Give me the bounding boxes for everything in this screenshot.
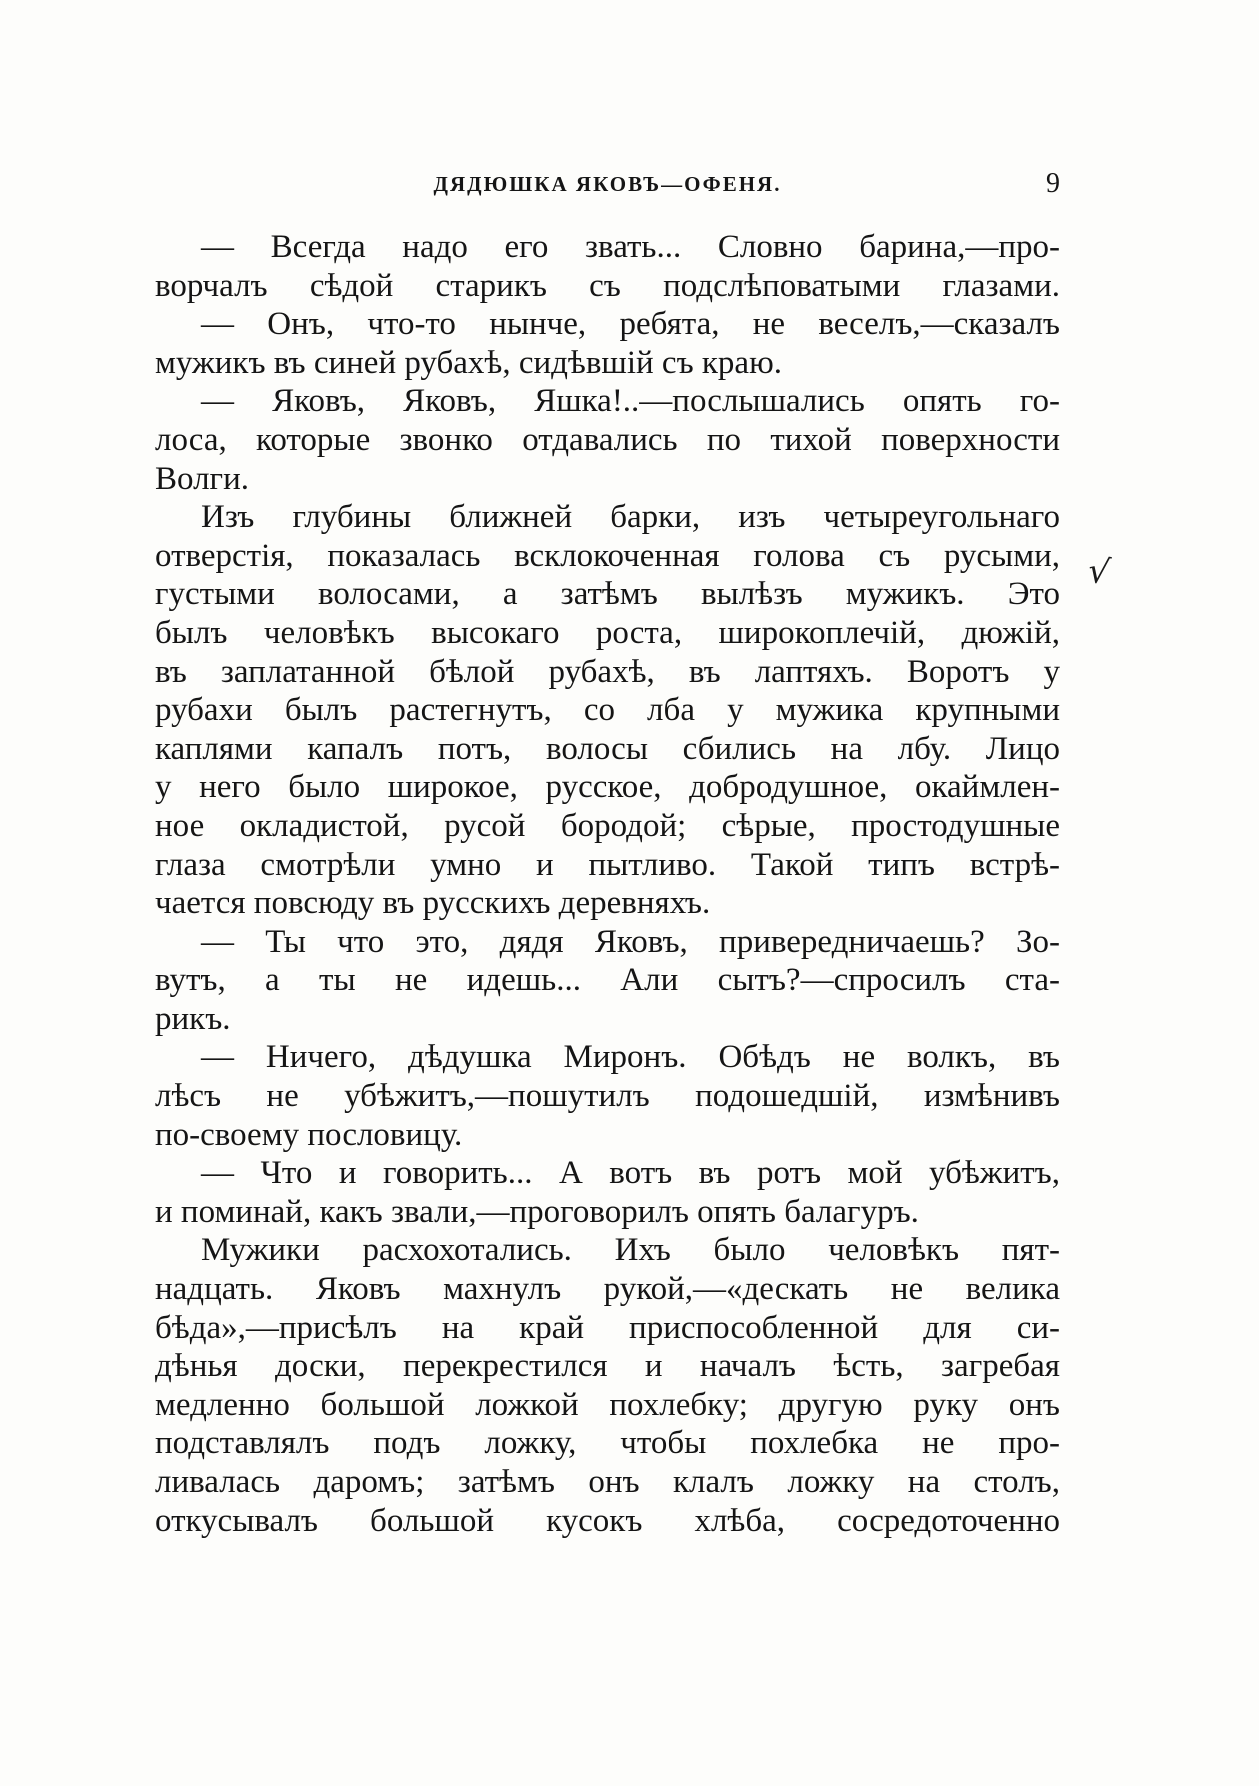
margin-checkmark: √ (1085, 550, 1113, 594)
text-line: ливалась даромъ; затѣмъ онъ клалъ ложку на столъ, (155, 1464, 1060, 1500)
text-line: въ заплатанной бѣлой рубахѣ, въ лаптяхъ. Воротъ у (155, 653, 1060, 690)
text-line: ное окладистой, русой бородой; сѣрые, простодушные (155, 807, 1060, 844)
text-line: мужикъ въ синей рубахѣ, сидѣвшій съ краю. (155, 344, 782, 381)
text-line: — Ты что это, дядя Яковъ, привередничаешь? Зо- (201, 923, 1060, 960)
text-line: — Ничего, дѣдушка Миронъ. Обѣдъ не волкъ, въ (201, 1039, 1060, 1076)
text-line: и поминай, какъ звали,—проговорилъ опять балагуръ. (155, 1193, 919, 1230)
text-line: былъ человѣкъ высокаго роста, широкоплечій, дюжій, (155, 614, 1060, 651)
text-line: по-своему пословицу. (155, 1116, 463, 1153)
text-line: откусывалъ большой кусокъ хлѣба, сосредоточенно (155, 1502, 1060, 1539)
text-line: каплями капалъ потъ, волосы сбились на лбу. Лицо (155, 730, 1060, 767)
text-line: дѣнья доски, перекрестился и началъ ѣсть, загребая (155, 1348, 1060, 1385)
text-line: лоса, которые звонко отдавались по тихой поверхности (155, 421, 1060, 458)
text-line: бѣда»,—присѣлъ на край приспособленной для си- (155, 1309, 1060, 1346)
text-line: — Яковъ, Яковъ, Яшка!..—послышались опять го- (201, 383, 1060, 420)
text-line: рикъ. (155, 1000, 231, 1037)
text-line: — Всегда надо его звать... Словно барина,—про- (201, 229, 1060, 265)
text-line: — Онъ, что-то нынче, ребята, не веселъ,—сказалъ (201, 306, 1060, 343)
text-line: Изъ глубины ближней барки, изъ четыреугольнаго (201, 499, 1060, 536)
text-line: Мужики расхохотались. Ихъ было человѣкъ пят- (201, 1232, 1060, 1269)
running-title: ДЯДЮШКА ЯКОВЪ—ОФЕНЯ. (433, 172, 782, 196)
text-line: надцать. Яковъ махнулъ рукой,—«дескать не велика (155, 1271, 1060, 1308)
text-line: у него было широкое, русское, добродушное, окаймлен- (155, 769, 1060, 806)
text-line: рубахи былъ растегнутъ, со лба у мужика крупными (155, 692, 1060, 729)
text-line: густыми волосами, а затѣмъ вылѣзъ мужикъ. Это (155, 576, 1060, 613)
body-text (155, 228, 1060, 1540)
page-header (155, 168, 1060, 208)
text-line: подставлялъ подъ ложку, чтобы похлебка не про- (155, 1425, 1060, 1462)
text-line: ворчалъ сѣдой старикъ съ подслѣповатыми глазами. (155, 267, 1060, 304)
text-line: медленно большой ложкой похлебку; другую руку онъ (155, 1386, 1060, 1423)
text-line: — Что и говорить... А вотъ въ ротъ мой убѣжитъ, (201, 1155, 1060, 1192)
text-line: глаза смотрѣли умно и пытливо. Такой типъ встрѣ- (155, 846, 1060, 883)
text-line: вутъ, а ты не идешь... Али сытъ?—спросилъ ста- (155, 962, 1060, 999)
page-number: 9 (1046, 168, 1060, 199)
text-line: Волги. (155, 460, 249, 497)
text-line: лѣсъ не убѣжитъ,—пошутилъ подошедшій, измѣнивъ (155, 1078, 1060, 1115)
text-line: чается повсюду въ русскихъ деревняхъ. (155, 885, 711, 922)
text-line: отверстія, показалась всклокоченная голова съ русыми, (155, 537, 1060, 574)
